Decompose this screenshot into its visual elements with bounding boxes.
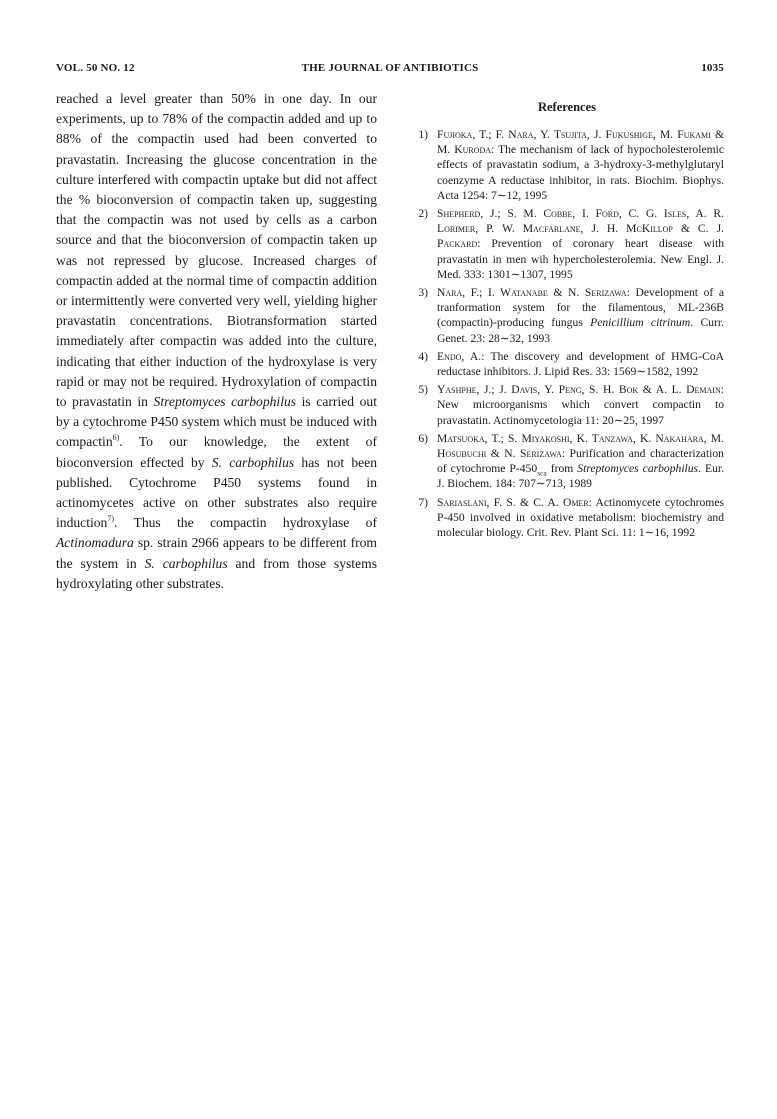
citation-mark: 6)	[112, 433, 120, 443]
reference-authors: Fujioka, T.; F. Nara, Y. Tsujita, J. Fukushige, M. Fukami & M. Kuroda	[437, 128, 724, 157]
page-number: 1035	[701, 62, 724, 74]
reference-item	[410, 382, 724, 428]
genus-name: Actinomadura	[56, 535, 134, 551]
species-name: Streptomyces carbophilus	[577, 462, 699, 476]
reference-text	[437, 128, 724, 202]
reference-body: : The discovery and development of HMG-CoA reductase inhibitors. J. Lipid Res. 33: 1569∼1582, 1992	[437, 349, 724, 379]
species-name: S. carbophilus	[211, 454, 295, 470]
reference-body: . Curr. Genet. 23: 28∼32, 1993	[437, 316, 724, 345]
reference-text	[437, 496, 724, 539]
species-name: S. carbophilus	[144, 555, 228, 571]
reference-text	[437, 383, 724, 426]
reference-body: : Prevention of coronary heart disease with pravastatin in men wih hypercholesterolemia. New Engl. J. Med. 333: 1301∼1307, 1995	[437, 237, 724, 281]
reference-number: 6)	[418, 431, 428, 445]
reference-item	[410, 206, 724, 282]
reference-authors: Matsuoka, T.; S. Miyakoshi, K. Tanzawa, K. Nakahara, M. Hosubuchi & N. Serizawa	[437, 431, 724, 461]
reference-authors: Nara, F.; I. Watanabe & N. Serizawa	[437, 286, 627, 300]
references-list	[410, 127, 724, 540]
text-run: . Thus the compactin hydroxylase of	[114, 515, 377, 531]
reference-body: : Development of a tranformation system for the filamentous, ML-236B (compactin)-producing fungus	[437, 286, 724, 330]
text-run: . To our knowledge, the extent of bioconversion effected by	[56, 434, 377, 470]
reference-body: : The mechanism of lack of hypocholesterolemic effects of pravastatin sodium, a 3-hydroxy-3-methylglutaryl coenzyme A reductase inhibitor, in rats. Biochim. Biophys. Acta 1254: 7∼12, 1995	[437, 143, 724, 202]
reference-body: : New microorganisms which convert compactin to pravastatin. Actinomycetologia 11: 20∼25, 1997	[437, 383, 724, 427]
reference-body: : Actinomycete cytochromes P-450 involved in oxidative metabolism: biochemistry and molecular biology. Crit. Rev. Plant Sci. 11: 1∼16, 1992	[437, 495, 724, 540]
citation-mark: 7)	[107, 514, 115, 524]
reference-number: 1)	[418, 128, 428, 141]
text-run: is carried out by a cytochrome P450 system which must be induced with compactin	[56, 394, 377, 450]
reference-number: 7)	[418, 495, 428, 509]
text-run: reached a level greater than 50% in one day. In our experiments, up to 78% of the compactin added and up to 88% of the compactin used had been converted to pravastatin. Increasing the glucose concentration in the culture interfered with compactin uptake but did not affect the % bioconversion of compactin taken up, suggesting that the compactin was not used by cells as a carbon source and that the bioconversion of compactin taken up was not repressed by glucose. Increased charges of compactin added at the normal time of compactin addition or intermittently were converted very well, yielding higher pravastatin concentrations. Biotransformation started immediately after compactin was added into the culture, indicating that either induction of the hydroxylase is very rapid or may not be required. Hydroxylation of compactin to pravastatin in	[56, 91, 377, 410]
body-text-column	[56, 89, 377, 594]
reference-authors: Yashphe, J.; J. Davis, Y. Peng, S. H. Bok & A. L. Demain	[437, 383, 721, 397]
reference-item	[410, 285, 724, 346]
journal-title: THE JOURNAL OF ANTIBIOTICS	[301, 62, 479, 74]
reference-item	[410, 495, 724, 541]
reference-item	[410, 349, 724, 379]
reference-text	[437, 432, 724, 491]
body-paragraph	[56, 89, 377, 594]
text-run: and from those systems hydroxylating other substrates.	[56, 555, 377, 591]
reference-authors: Sariaslani, F. S. & C. A. Omer	[437, 495, 589, 509]
reference-text	[437, 350, 724, 378]
references-heading: References	[537, 100, 597, 114]
volume-number: VOL. 50 NO. 12	[56, 62, 135, 74]
reference-item	[410, 127, 724, 203]
reference-text	[437, 286, 724, 345]
reference-item	[410, 431, 724, 492]
species-name: Streptomyces carbophilus	[153, 394, 297, 410]
reference-authors: Shepherd, J.; S. M. Cobbe, I. Ford, C. G. Isles, A. R. Lorimer, P. W. Macfarlane, J. H. McKillop & C. J. Packard	[437, 207, 724, 251]
reference-number: 4)	[418, 349, 428, 363]
references-column	[410, 100, 724, 543]
reference-body: : Purification and characterization of cytochrome P-450	[437, 447, 724, 476]
text-run: sp. strain 2966 appears to be different from the system in	[56, 535, 377, 571]
species-name: Penicillium citrinum	[590, 316, 691, 330]
reference-number: 2)	[418, 207, 428, 221]
reference-number: 3)	[418, 286, 428, 300]
running-header	[56, 62, 724, 78]
reference-authors: Endo, A.	[437, 349, 482, 363]
subscript: sca	[537, 468, 547, 478]
reference-body: from	[546, 462, 578, 476]
reference-number: 5)	[418, 383, 428, 397]
reference-text	[437, 207, 724, 281]
reference-body: . Eur. J. Biochem. 184: 707∼713, 1989	[437, 462, 724, 491]
text-run: has not been published. Cytochrome P450 systems found in actinomycetes active on other substrates also require induction	[56, 454, 377, 531]
